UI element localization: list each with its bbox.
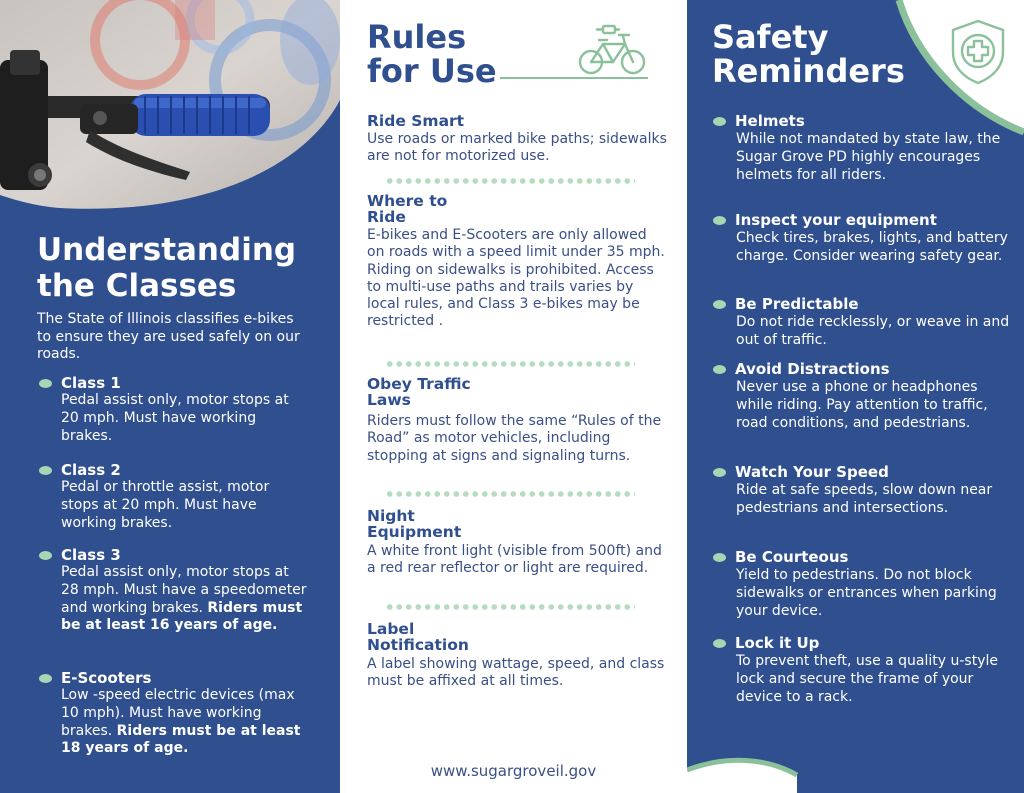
rule-section-night-equipment — [367, 508, 667, 578]
class-item-4 — [37, 670, 307, 758]
bike-icon — [577, 22, 647, 77]
rule-body: Riders must follow the same “Rules of the Road” as motor vehicles, including stopping at signs and signaling turns. — [367, 413, 662, 464]
safety-title: Be Predictable — [735, 295, 859, 313]
ebike-handlebar-photo — [0, 0, 340, 215]
bullet-dot — [713, 365, 726, 374]
class-body: Pedal assist only, motor stops at 20 mph. Must have working brakes. — [61, 392, 289, 444]
rule-section-obey-traffic-laws — [367, 376, 667, 465]
class-item-3 — [37, 547, 307, 635]
rule-section-ride-smart — [367, 113, 667, 166]
left-title-line2: the Classes — [37, 268, 237, 304]
safety-item-avoid-distractions — [711, 361, 1011, 432]
middle-panel — [340, 0, 687, 793]
safety-item-helmets — [711, 113, 1011, 184]
rule-section-where-to-ride — [367, 193, 667, 331]
dotted-divider — [385, 360, 635, 368]
left-panel — [0, 0, 340, 793]
rule-body: Use roads or marked bike paths; sidewalks are not for motorized use. — [367, 131, 667, 165]
rule-title: Where to Ride — [367, 192, 448, 226]
safety-item-lock-it-up — [711, 635, 1011, 706]
rule-title: Label Notification — [367, 620, 469, 654]
middle-panel-title — [367, 20, 497, 88]
middle-title-line2: for Use — [367, 52, 497, 90]
rule-body: A white front light (visible from 500ft) and a red rear reflector or light are required. — [367, 543, 662, 577]
safety-title: Avoid Distractions — [735, 360, 890, 378]
rule-body: E-bikes and E-Scooters are only allowed on roads with a speed limit under 35 mph. Riding on sidewalks is prohibited. Access to multi-use paths and trails varies by local rules, and Class 3 e-bikes may be restricted . — [367, 227, 665, 330]
safety-body: Ride at safe speeds, slow down near pedestrians and intersections. — [736, 482, 993, 516]
shield-plus-icon — [949, 18, 1007, 86]
bullet-dot — [713, 216, 726, 225]
safety-title: Be Courteous — [735, 548, 849, 566]
rule-section-label-notification — [367, 621, 667, 691]
bullet-dot — [39, 551, 52, 560]
safety-body: While not mandated by state law, the Sugar Grove PD highly encourages helmets for all riders. — [736, 131, 1001, 183]
bullet-dot — [39, 466, 52, 475]
right-panel — [687, 0, 1024, 793]
safety-body: Do not ride recklessly, or weave in and out of traffic. — [736, 314, 1010, 348]
safety-body: Yield to pedestrians. Do not block sidewalks or entrances when parking your device. — [736, 567, 997, 619]
rule-title: Ride Smart — [367, 112, 465, 130]
bullet-dot — [713, 639, 726, 648]
class-title: Class 3 — [61, 546, 121, 564]
right-panel-title — [712, 20, 905, 88]
right-title-line1: Safety — [712, 18, 829, 56]
rule-body: A label showing wattage, speed, and class must be affixed at all times. — [367, 656, 665, 690]
safety-body: To prevent theft, use a quality u-style lock and secure the frame of your device to a rack. — [736, 653, 998, 705]
rule-title: Night Equipment — [367, 507, 462, 541]
class-item-1 — [37, 375, 307, 445]
safety-title: Inspect your equipment — [735, 211, 937, 229]
safety-body: Check tires, brakes, lights, and battery charge. Consider wearing safety gear. — [736, 230, 1008, 264]
bullet-dot — [713, 468, 726, 477]
website-link[interactable]: www.sugargroveil.gov — [430, 762, 597, 780]
safety-item-watch-speed — [711, 464, 1011, 517]
safety-title: Lock it Up — [735, 634, 820, 652]
bullet-dot — [713, 117, 726, 126]
bullet-dot — [39, 379, 52, 388]
title-underline — [500, 77, 648, 79]
dotted-divider — [385, 603, 635, 611]
dotted-divider — [385, 490, 635, 498]
class-title: Class 1 — [61, 374, 121, 392]
class-item-2 — [37, 462, 307, 532]
class-title: Class 2 — [61, 461, 121, 479]
middle-title-line1: Rules — [367, 18, 467, 56]
safety-item-be-predictable — [711, 296, 1011, 349]
class-body: Pedal assist only, motor stops at 28 mph. Must have a speedometer and working brakes. Riders must be at least 16 years of age. — [61, 564, 307, 634]
dotted-divider — [385, 177, 635, 185]
class-body: Low -speed electric devices (max 10 mph). Must have working brakes. Riders must be at least 18 years of age. — [61, 687, 301, 757]
right-title-line2: Reminders — [712, 52, 905, 90]
bullet-dot — [713, 300, 726, 309]
left-title-line1: Understanding — [37, 232, 297, 268]
safety-item-inspect-equipment — [711, 212, 1011, 265]
bullet-dot — [39, 674, 52, 683]
class-body: Pedal or throttle assist, motor stops at 20 mph. Must have working brakes. — [61, 479, 270, 531]
class-title: E-Scooters — [61, 669, 152, 687]
left-panel-title — [37, 232, 327, 304]
safety-body: Never use a phone or headphones while riding. Pay attention to traffic, road conditions, and pedestrians. — [736, 379, 988, 431]
bullet-dot — [713, 553, 726, 562]
rule-title: Obey Traffic Laws — [367, 375, 471, 409]
safety-title: Watch Your Speed — [735, 463, 889, 481]
safety-title: Helmets — [735, 112, 805, 130]
safety-item-be-courteous — [711, 549, 1011, 620]
classes-intro: The State of Illinois classifies e-bikes to ensure they are used safely on our roads. — [37, 311, 300, 362]
